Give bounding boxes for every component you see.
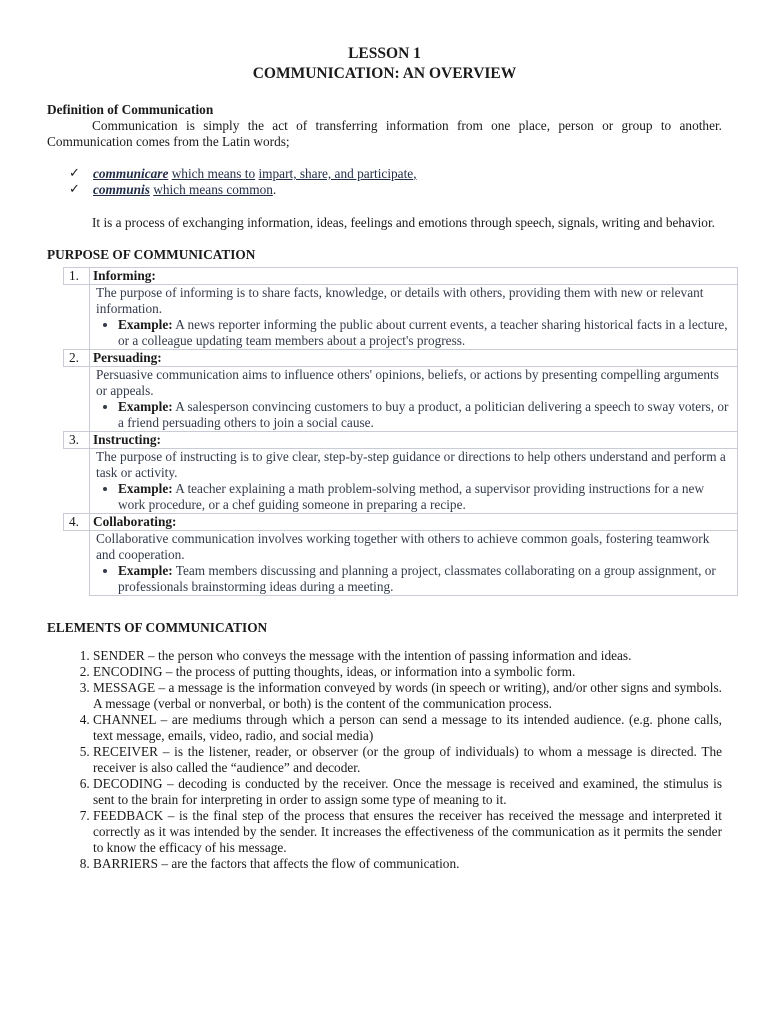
definition-paragraph: Communication is simply the act of transferring information from one place, person or group to another. Communication comes from the Latin words;	[47, 118, 722, 149]
example-text: A news reporter informing the public about current events, a teacher sharing historical facts in a lecture, or a colleague updating team members about a project's progress.	[118, 317, 728, 348]
elements-heading: ELEMENTS OF COMMUNICATION	[47, 620, 268, 635]
element-item: 2. ENCODING – the process of putting thoughts, ideas, or information into a symbolic form.	[93, 664, 722, 680]
purpose-row-body	[64, 367, 738, 432]
purpose-name: Collaborating:	[90, 514, 738, 531]
latin-words-list	[47, 166, 722, 198]
purpose-name: Persuading:	[90, 350, 738, 367]
example-label: Example:	[118, 481, 173, 496]
example-label: Example:	[118, 399, 173, 414]
latin-meaning: impart, share, and participate	[258, 166, 414, 181]
purpose-description: Collaborative communication involves working together with others to achieve common goals, fostering teamwork and cooperation.	[96, 531, 710, 562]
purpose-name: Instructing:	[90, 432, 738, 449]
purpose-example	[118, 317, 731, 349]
purpose-description: Persuasive communication aims to influence others' opinions, beliefs, or actions by presenting compelling arguments or appeals.	[96, 367, 719, 398]
purpose-number: 1.	[64, 268, 90, 285]
purpose-name: Informing:	[90, 268, 738, 285]
purpose-description: The purpose of instructing is to give clear, step-by-step guidance or directions to help others understand and perform a task or activity.	[96, 449, 726, 480]
latin-meaning: which means common	[153, 182, 273, 197]
definition-heading: Definition of Communication	[47, 102, 214, 117]
element-item: 6. DECODING – decoding is conducted by the receiver. Once the message is received and examined, the stimulus is sent to the brain for interpreting in order to assign some type of meaning to it.	[93, 776, 722, 808]
element-item: 4. CHANNEL – are mediums through which a person can send a message to its intended audience. (e.g. phone calls, text message, emails, video, radio, and social media)	[93, 712, 722, 744]
elements-list	[47, 648, 722, 872]
latin-mid: which means to	[171, 166, 256, 181]
example-text: A teacher explaining a math problem-solving method, a supervisor providing instructions for a new work procedure, or a chef guiding someone in preparing a recipe.	[118, 481, 705, 512]
purpose-example	[118, 399, 731, 431]
elements-section	[47, 620, 722, 872]
element-item: 5. RECEIVER – is the listener, reader, or observer (or the group of individuals) to whom a message is directed. The receiver is also called the “audience” and decoder.	[93, 744, 722, 776]
purpose-body	[90, 367, 738, 432]
element-item: 3. MESSAGE – a message is the information conveyed by words (in speech or writing), and/or other signs and symbols. A message (verbal or nonverbal, or both) is the content of the communication process.	[93, 680, 722, 712]
lesson-number: LESSON 1	[348, 45, 421, 62]
latin-word-item	[69, 166, 722, 182]
purpose-example	[118, 481, 731, 513]
element-item: 1. SENDER – the person who conveys the message with the intention of passing information and ideas.	[93, 648, 722, 664]
purpose-number: 2.	[64, 350, 90, 367]
element-item: 8. BARRIERS – are the factors that affects the flow of communication.	[93, 856, 722, 872]
purpose-row-header	[64, 432, 738, 449]
purpose-row-body	[64, 531, 738, 596]
check-mark-icon: ✓	[69, 166, 80, 181]
purpose-body	[90, 449, 738, 514]
element-item: 7. FEEDBACK – is the final step of the process that ensures the receiver has received the message and interpreted it correctly as it was intended by the sender. It increases the effectiveness of the communication as it permits the sender to know the efficacy of his message.	[93, 808, 722, 856]
purpose-body	[90, 285, 738, 350]
purpose-row-body	[64, 285, 738, 350]
purpose-description: The purpose of informing is to share facts, knowledge, or details with others, providing them with new or relevant information.	[96, 285, 704, 316]
example-label: Example:	[118, 317, 173, 332]
example-text: A salesperson convincing customers to buy a product, a politician delivering a speech to sway voters, or a friend persuading others to join a social cause.	[118, 399, 729, 430]
process-paragraph: It is a process of exchanging information, ideas, feelings and emotions through speech, signals, writing and behavior.	[92, 215, 715, 230]
latin-tail: .	[272, 182, 277, 197]
latin-tail: ,	[413, 166, 417, 181]
purpose-row-body	[64, 449, 738, 514]
purpose-body	[90, 531, 738, 596]
purpose-row-header	[64, 350, 738, 367]
purpose-section	[47, 247, 729, 596]
example-label: Example:	[118, 563, 173, 578]
purpose-number: 3.	[64, 432, 90, 449]
definition-section	[47, 102, 722, 231]
check-mark-icon: ✓	[69, 182, 80, 197]
purpose-row-header	[64, 514, 738, 531]
purpose-row-header	[64, 268, 738, 285]
purpose-number: 4.	[64, 514, 90, 531]
example-text: Team members discussing and planning a project, classmates collaborating on a group assignment, or professionals brainstorming ideas during a meeting.	[118, 563, 716, 594]
purpose-table	[63, 267, 738, 596]
latin-word-item	[69, 182, 722, 198]
purpose-example	[118, 563, 731, 595]
latin-term: communicare	[93, 166, 169, 181]
lesson-title: COMMUNICATION: AN OVERVIEW	[252, 65, 517, 82]
purpose-heading: PURPOSE OF COMMUNICATION	[47, 247, 256, 262]
latin-term: communis	[93, 182, 150, 197]
